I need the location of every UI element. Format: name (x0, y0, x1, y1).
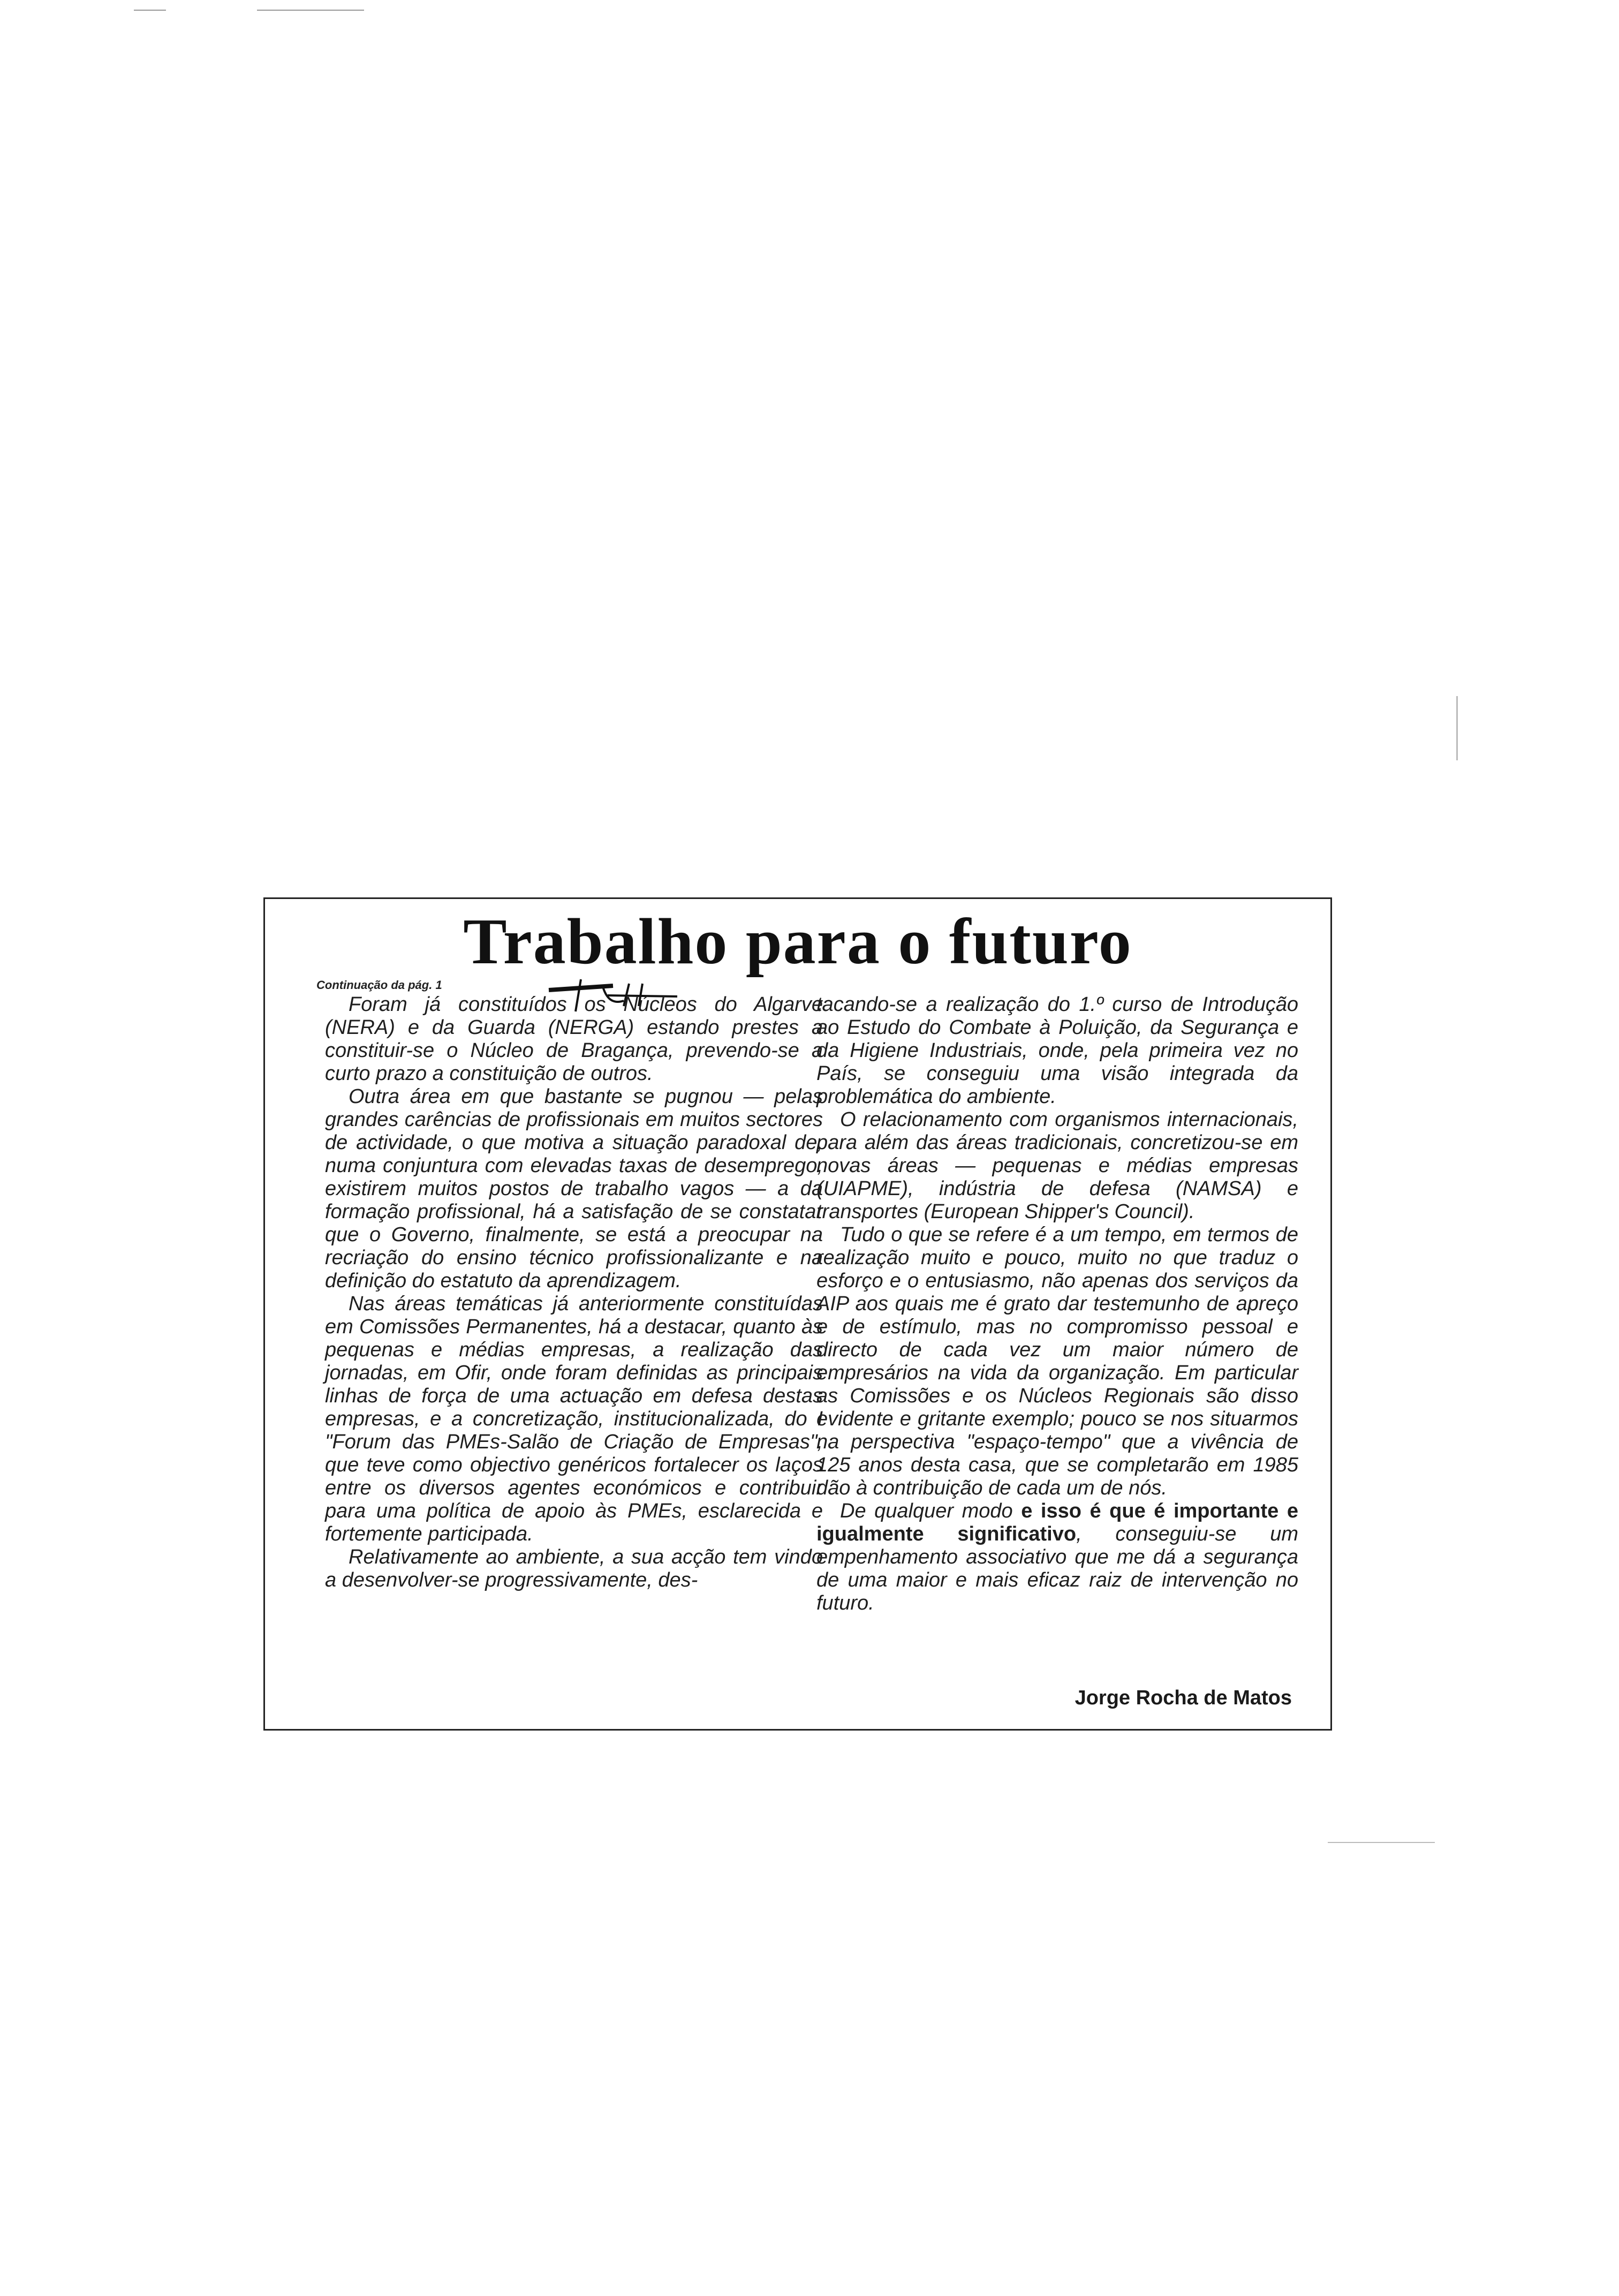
paragraph: Foram já constituídos os Núcleos do Algarve (NERA) e da Guarda (NERGA) estando prestes a constituir-se o Núcleo de Bragança, prevendo-se a curto prazo a constituição de outros. (325, 993, 823, 1085)
paragraph: tacando-se a realização do 1.º curso de Introdução ao Estudo do Combate à Poluição, da Segurança e da Higiene Industriais, onde, pela primeira vez no País, se conseguiu uma visão integrada da problemática do ambiente. (816, 993, 1298, 1108)
scan-line-top (257, 10, 364, 11)
paragraph: Outra área em que bastante se pugnou — pelas grandes carências de profissionais em muitos sectores de actividade, o que motiva a situação paradoxal de, numa conjuntura com elevadas taxas de desemprego, existirem muitos postos de trabalho vagos — a da formação profissional, há a satisfação de se constatar que o Governo, finalmente, se está a preocupar na recriação do ensino técnico profissionalizante e na definição do estatuto da aprendizagem. (325, 1085, 823, 1292)
scan-line-top-left (134, 10, 166, 11)
author-byline: Jorge Rocha de Matos (1075, 1687, 1292, 1709)
scan-specks-bottom (1328, 1842, 1435, 1843)
final-paragraph-lead: De qualquer modo (840, 1500, 1013, 1522)
final-paragraph-emphasis: e isso é que é importante e igualmente significativo (816, 1500, 1298, 1545)
paragraph: Tudo o que se refere é a um tempo, em termos de realização muito e pouco, muito no que traduz o esforço e o entusiasmo, não apenas dos serviços da AIP aos quais me é grato dar testemunho de apreço e de estímulo, mas no compromisso pessoal e directo de cada vez um maior número de empresários na vida da organização. Em particular as Comissões e os Núcleos Regionais são disso evidente e gritante exemplo; pouco se nos situarmos na perspectiva "espaço-tempo" que a vivência de 125 anos desta casa, que se completarão em 1985 dão à contribuição de cada um de nós. (816, 1223, 1298, 1499)
headline: Trabalho para o futuro (463, 905, 1132, 978)
continuation-note: Continuação da pág. 1 (316, 978, 442, 992)
newspaper-clipping (263, 897, 1332, 1731)
right-column (816, 993, 1298, 1615)
paragraph: Relativamente ao ambiente, a sua acção tem vindo a desenvolver-se progressivamente, des- (325, 1546, 823, 1591)
final-paragraph-rest: , conseguiu-se um empenhamento associativo que me dá a segurança de uma maior e mais eficaz raiz de intervenção no futuro. (816, 1523, 1298, 1614)
paragraph: O relacionamento com organismos internacionais, para além das áreas tradicionais, concretizou-se em novas áreas — pequenas e médias empresas (UIAPME), indústria de defesa (NAMSA) e transportes (European Shipper's Council). (816, 1108, 1298, 1223)
left-column (325, 993, 823, 1592)
scan-specks-right (1456, 696, 1458, 760)
paragraph: Nas áreas temáticas já anteriormente constituídas em Comissões Permanentes, há a destacar, quanto às pequenas e médias empresas, a realização das jornadas, em Ofir, onde foram definidas as principais linhas de força de uma actuação em defesa destas empresas, e a concretização, institucionalizada, do I "Forum das PMEs-Salão de Criação de Empresas", que teve como objectivo genéricos fortalecer os laços entre os diversos agentes económicos e contribuir para uma política de apoio às PMEs, esclarecida e fortemente participada. (325, 1293, 823, 1545)
final-paragraph (816, 1500, 1298, 1615)
